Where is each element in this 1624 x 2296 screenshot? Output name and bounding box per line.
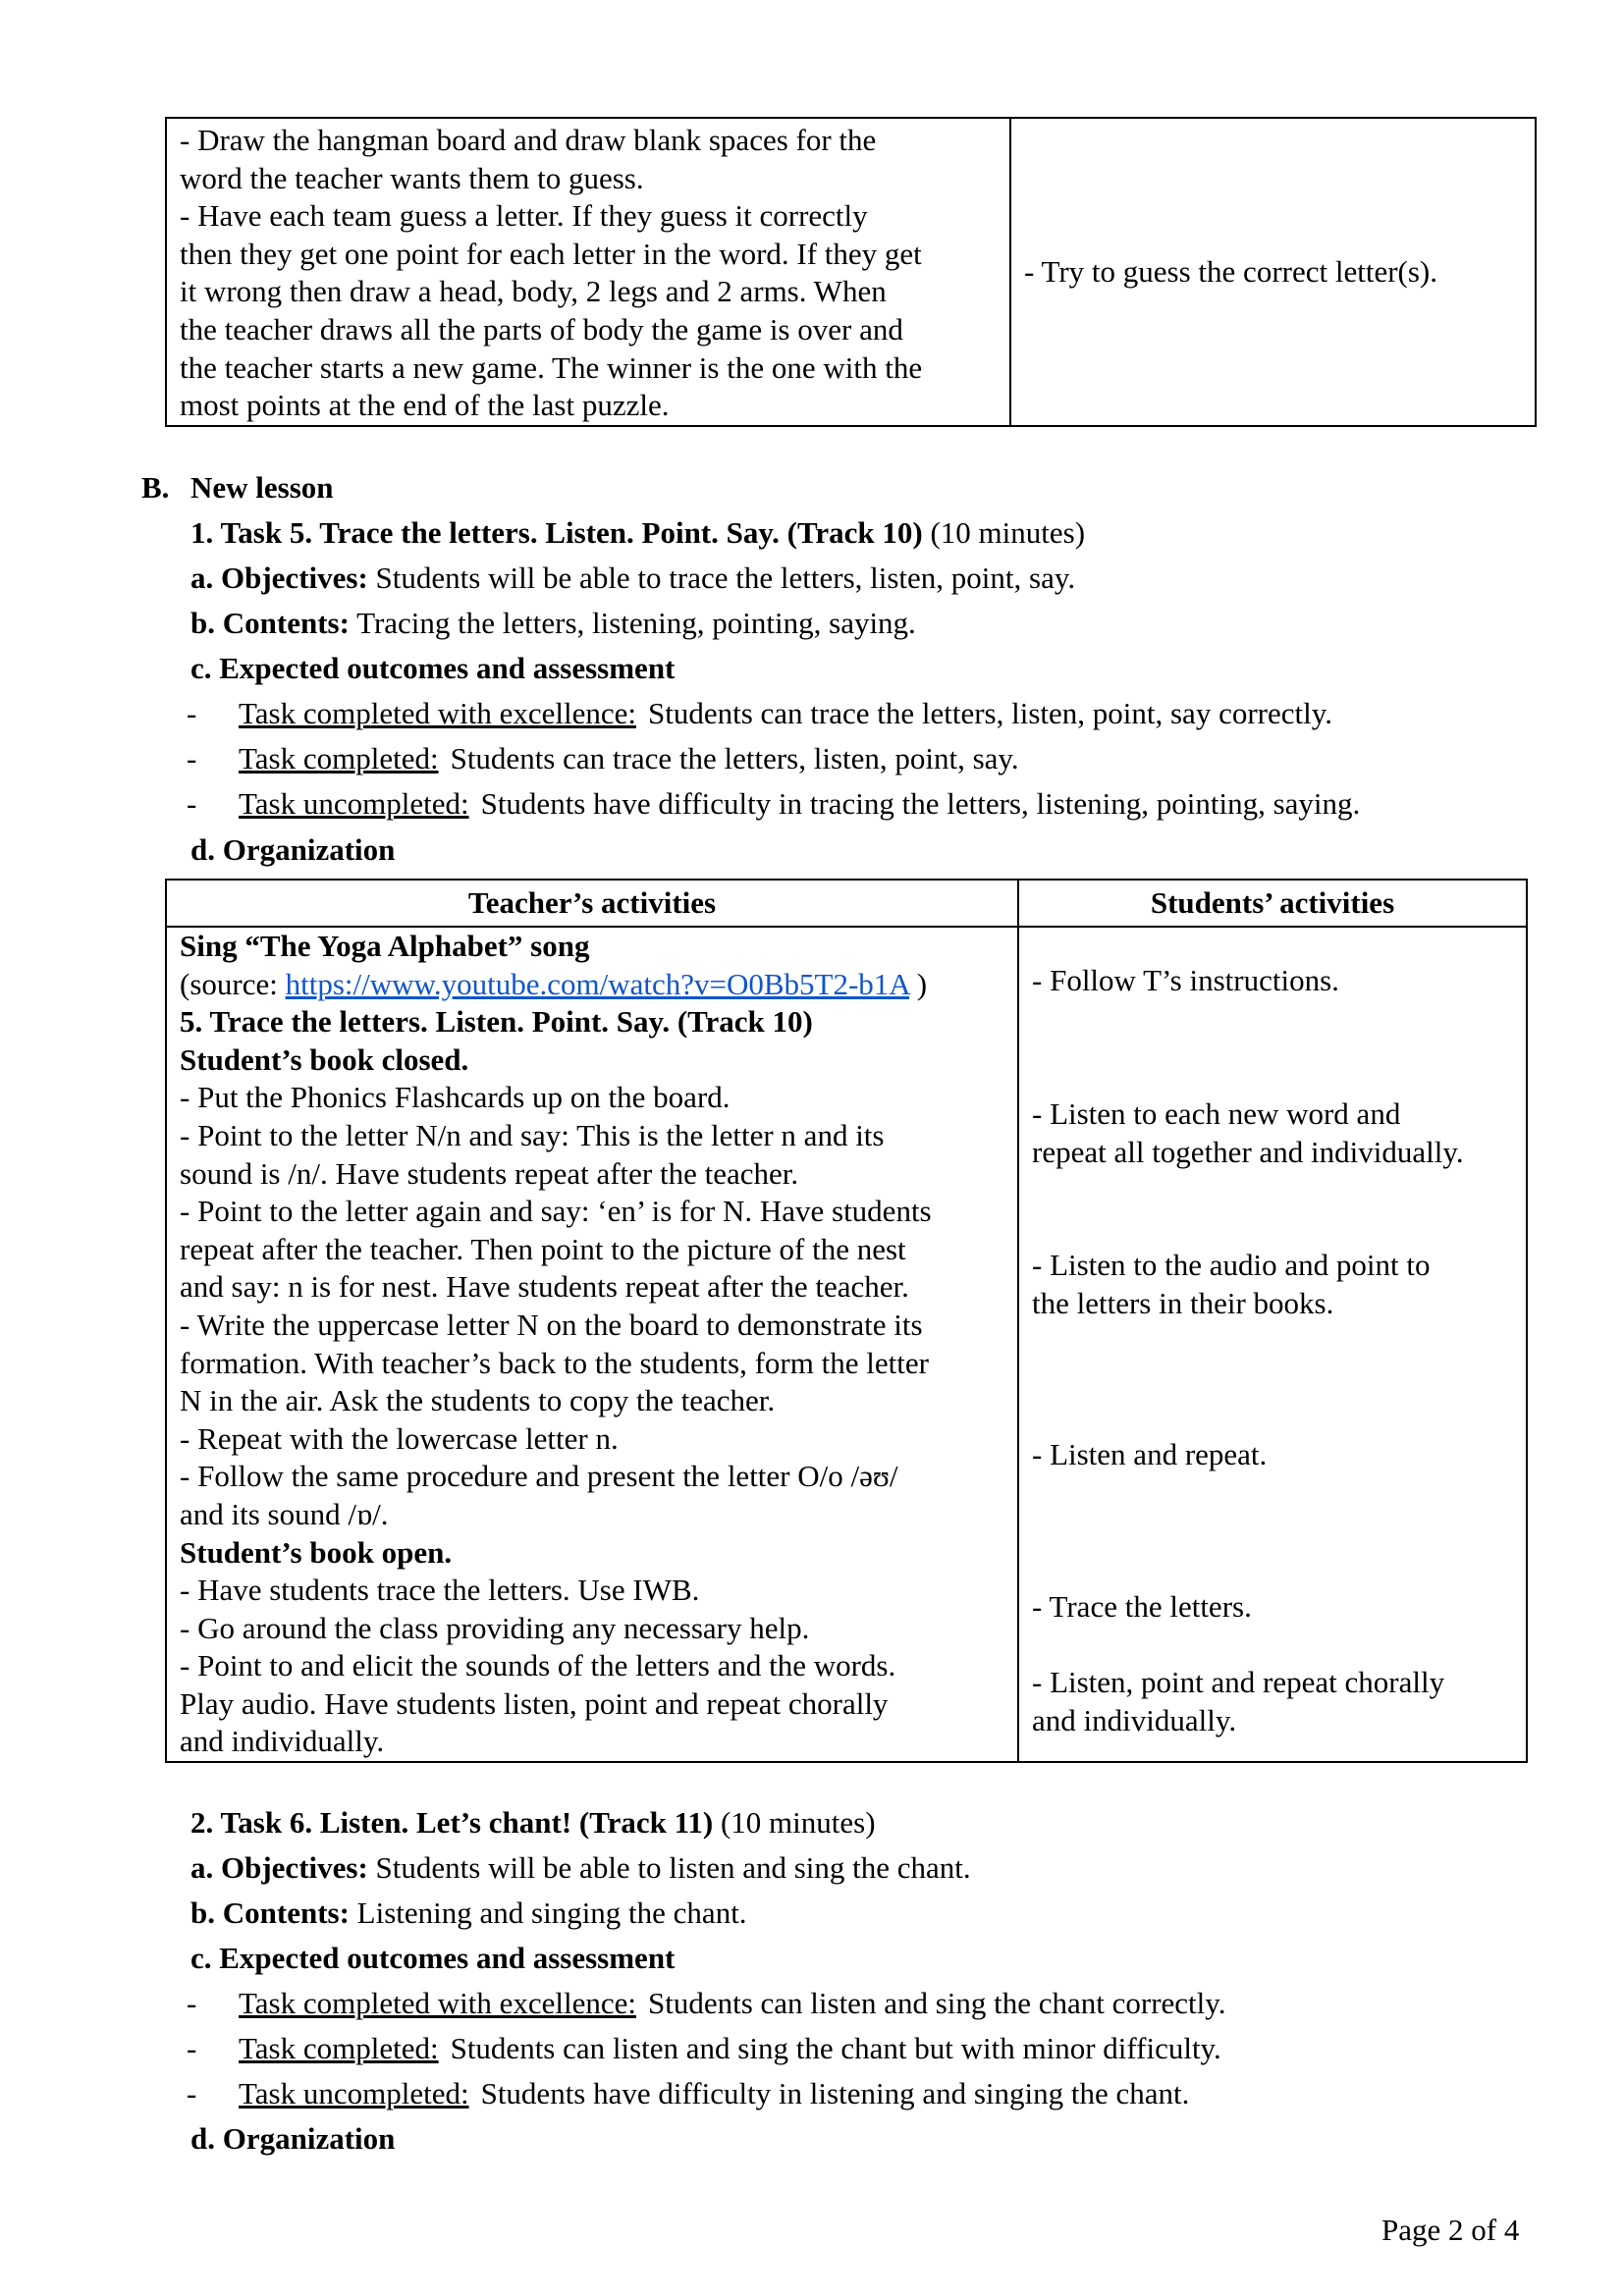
task-heading-title: 1. Task 5. Trace the letters. Listen. Point. Say. (Track 10) — [190, 515, 923, 550]
teacher-line: then they get one point for each letter in the word. If they get — [180, 236, 922, 271]
source-prefix: (source: — [180, 966, 286, 1001]
bullet-text: Students have difficulty in listening and singing the chant. — [480, 2076, 1190, 2110]
teacher-step: - Have students trace the letters. Use IWB. — [180, 1573, 700, 1608]
organization-table — [165, 879, 1528, 1763]
hangman-activity-table — [165, 117, 1537, 427]
student-step: - Follow T’s instructions. — [1032, 963, 1339, 997]
contents-text: Listening and singing the chant. — [349, 1896, 747, 1930]
contents-text: Tracing the letters, listening, pointing, saying. — [349, 606, 916, 640]
book-closed-label: Student’s book closed. — [180, 1041, 469, 1077]
outcomes-label: c. Expected outcomes and assessment — [190, 651, 676, 685]
student-step: repeat all together and individually. — [1032, 1135, 1464, 1169]
student-step: - Trace the letters. — [1032, 1589, 1252, 1624]
students-activities-header: Students’ activities — [1018, 880, 1527, 927]
teacher-activities-header: Teacher’s activities — [166, 880, 1018, 927]
teacher-step: and individually. — [180, 1724, 385, 1759]
bullet-text: Students can trace the letters, listen, point, say. — [450, 741, 1019, 775]
task-heading-time: (10 minutes) — [922, 515, 1086, 550]
teacher-step: - Follow the same procedure and present the letter O/o /əʊ/ — [180, 1459, 898, 1494]
student-step: the letters in their books. — [1032, 1286, 1334, 1320]
bullet-label: Task completed with excellence: — [239, 1986, 636, 2020]
bullet-label: Task uncompleted: — [239, 2076, 469, 2110]
teacher-activity-cell — [166, 118, 1010, 426]
bullet-label: Task uncompleted: — [239, 786, 469, 821]
objectives-line — [190, 560, 1075, 598]
song-source — [180, 966, 1004, 1004]
student-line: - Try to guess the correct letter(s). — [1024, 253, 1437, 289]
students-activities-cell — [1018, 927, 1527, 1762]
bullet-text: Students can listen and sing the chant correctly. — [647, 1986, 1226, 2020]
bullet-label: Task completed: — [239, 2031, 439, 2065]
teacher-step: - Write the uppercase letter N on the board to demonstrate its — [180, 1307, 923, 1342]
book-open-label: Student’s book open. — [180, 1534, 453, 1570]
teacher-step: - Point to and elicit the sounds of the letters and the words. — [180, 1648, 896, 1683]
teacher-step: and its sound /ɒ/. — [180, 1496, 389, 1531]
student-step: - Listen to the audio and point to — [1032, 1248, 1431, 1282]
student-step: - Listen and repeat. — [1032, 1437, 1268, 1471]
bullet-text: Students can listen and sing the chant but with minor difficulty. — [450, 2031, 1221, 2065]
objectives-label: a. Objectives: — [190, 1850, 368, 1885]
student-step: - Listen to each new word and — [1032, 1096, 1401, 1131]
teacher-step: repeat after the teacher. Then point to the picture of the nest — [180, 1231, 906, 1266]
teacher-activities-cell — [166, 927, 1018, 1762]
teacher-line: the teacher draws all the parts of body the game is over and — [180, 311, 903, 347]
bullet-dash: - — [187, 786, 197, 821]
teacher-line: it wrong then draw a head, body, 2 legs and 2 arms. When — [180, 274, 887, 309]
contents-line — [190, 1895, 747, 1933]
student-activity-cell — [1010, 118, 1536, 426]
teacher-step: - Point to the letter again and say: ‘en’ is for N. Have students — [180, 1194, 932, 1229]
objectives-text: Students will be able to trace the letters, listen, point, say. — [367, 561, 1076, 595]
task-heading — [190, 1804, 876, 1842]
teacher-step: - Go around the class providing any necessary help. — [180, 1610, 810, 1645]
contents-line — [190, 605, 916, 643]
contents-label: b. Contents: — [190, 1896, 350, 1930]
teacher-step: formation. With teacher’s back to the students, form the letter — [180, 1345, 929, 1380]
section-title: New lesson — [190, 470, 334, 505]
bullet-dash: - — [187, 2031, 197, 2065]
organization-label: d. Organization — [190, 832, 396, 867]
source-link[interactable]: https://www.youtube.com/watch?v=O0Bb5T2-b1A — [285, 966, 909, 1001]
source-suffix: ) — [909, 966, 928, 1001]
objectives-line — [190, 1849, 971, 1888]
student-step: and individually. — [1032, 1703, 1237, 1737]
teacher-step: sound is /n/. Have students repeat after the teacher. — [180, 1155, 799, 1191]
page-number: Page 2 of 4 — [1381, 2213, 1520, 2247]
teacher-line: - Draw the hangman board and draw blank spaces for the — [180, 123, 877, 157]
song-title: Sing “The Yoga Alphabet” song — [180, 929, 590, 963]
bullet-label: Task completed with excellence: — [239, 696, 636, 730]
teacher-line: the teacher starts a new game. The winner is the one with the — [180, 349, 923, 385]
contents-label: b. Contents: — [190, 606, 350, 640]
teacher-step: and say: n is for nest. Have students repeat after the teacher. — [180, 1269, 909, 1305]
bullet-dash: - — [187, 1986, 197, 2020]
teacher-line: word the teacher wants them to guess. — [180, 160, 644, 195]
teacher-step: - Point to the letter N/n and say: This is the letter n and its — [180, 1117, 885, 1152]
teacher-line: most points at the end of the last puzzle. — [180, 388, 670, 423]
objectives-text: Students will be able to listen and sing the chant. — [367, 1850, 971, 1885]
objectives-label: a. Objectives: — [190, 561, 368, 595]
teacher-step: N in the air. Ask the students to copy the teacher. — [180, 1383, 776, 1418]
organization-label: d. Organization — [190, 2121, 396, 2156]
outcomes-label: c. Expected outcomes and assessment — [190, 1941, 676, 1975]
task-title: 5. Trace the letters. Listen. Point. Say. (Track 10) — [180, 1004, 813, 1040]
student-step: - Listen, point and repeat chorally — [1032, 1665, 1445, 1699]
task-heading-title: 2. Task 6. Listen. Let’s chant! (Track 11) — [190, 1805, 714, 1840]
bullet-dash: - — [187, 2076, 197, 2110]
bullet-dash: - — [187, 741, 197, 775]
bullet-dash: - — [187, 696, 197, 730]
teacher-step: - Put the Phonics Flashcards up on the board. — [180, 1080, 731, 1115]
task-heading-time: (10 minutes) — [713, 1805, 876, 1840]
teacher-step: - Repeat with the lowercase letter n. — [180, 1420, 619, 1456]
task-heading — [190, 514, 1085, 553]
section-label: B. — [141, 470, 170, 505]
bullet-label: Task completed: — [239, 741, 439, 775]
bullet-text: Students have difficulty in tracing the letters, listening, pointing, saying. — [480, 786, 1361, 821]
teacher-step: Play audio. Have students listen, point and repeat chorally — [180, 1685, 889, 1721]
teacher-line: - Have each team guess a letter. If they guess it correctly — [180, 198, 868, 234]
bullet-text: Students can trace the letters, listen, point, say correctly. — [647, 696, 1332, 730]
